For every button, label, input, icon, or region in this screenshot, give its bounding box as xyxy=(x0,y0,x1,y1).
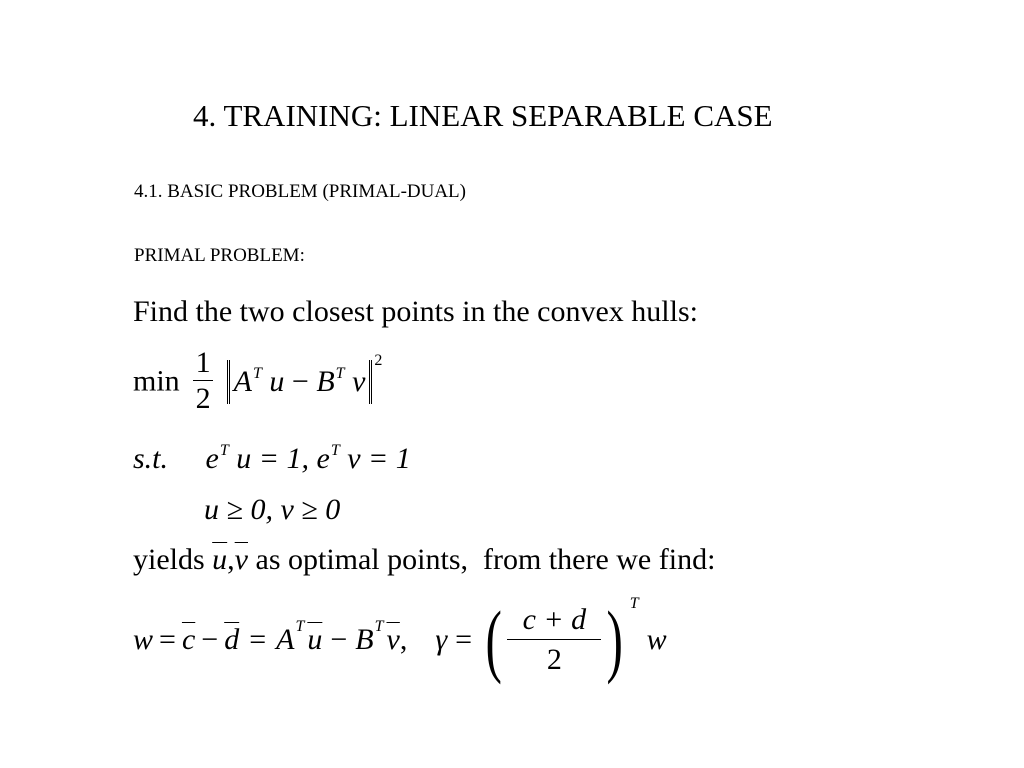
minus-sign: − xyxy=(330,623,348,656)
gamma-symbol: γ xyxy=(435,623,448,656)
intro-text: Find the two closest points in the convex hulls: xyxy=(133,295,698,328)
var-w: w xyxy=(133,623,154,656)
matrix-a: A xyxy=(233,364,252,398)
fraction-numerator: 1 xyxy=(195,346,211,379)
subsection-heading: 4.1. BASIC PROBLEM (PRIMAL-DUAL) xyxy=(134,181,466,202)
matrix-b: B xyxy=(355,623,374,656)
u-bar: $\overline{u}$ xyxy=(212,543,228,576)
minus-sign: − xyxy=(291,364,309,398)
power-two: 2 xyxy=(374,352,383,369)
constraint-nonneg: u ≥ 0, v ≥ 0 xyxy=(204,493,341,526)
fraction-bar xyxy=(507,639,601,640)
constraint-v-sum: v = 1 xyxy=(347,442,411,475)
matrix-b: B xyxy=(316,364,335,398)
v-bar: $\overline{v}$ xyxy=(234,543,248,576)
yields-sentence xyxy=(133,543,715,577)
comma: , xyxy=(399,623,408,656)
constraint-equality xyxy=(133,442,411,476)
left-paren: ( xyxy=(485,594,502,685)
var-w: w xyxy=(646,623,667,656)
u-bar: $\overline{u}$ xyxy=(307,623,323,656)
slide-title: 4. TRAINING: LINEAR SEPARABLE CASE xyxy=(193,98,773,133)
comma: , xyxy=(227,543,235,576)
var-u: u xyxy=(269,364,285,398)
v-bar: $\overline{v}$ xyxy=(386,623,400,656)
vector-e: e xyxy=(316,442,330,475)
equals: = xyxy=(249,623,267,656)
var-v: v xyxy=(352,364,366,398)
equals: = xyxy=(159,623,176,656)
primal-problem-label: PRIMAL PROBLEM: xyxy=(134,245,305,266)
constraint-u-sum: u = 1, xyxy=(236,442,309,475)
fraction-numerator: c + d xyxy=(522,602,587,636)
transpose-mark: T xyxy=(219,442,229,459)
fraction-denominator: 2 xyxy=(546,642,562,676)
half-fraction xyxy=(193,346,213,417)
vector-e: e xyxy=(205,442,219,475)
equals: = xyxy=(455,623,473,656)
d-bar: $\overline{d}$ xyxy=(224,623,240,656)
right-paren: ) xyxy=(606,594,624,685)
transpose-mark: T xyxy=(374,618,384,635)
matrix-a: A xyxy=(276,623,295,656)
fraction-denominator: 2 xyxy=(195,382,211,415)
transpose-mark: T xyxy=(295,618,305,635)
c-bar: $\overline{c}$ xyxy=(181,623,196,656)
norm-expression xyxy=(227,360,373,404)
centroid-fraction xyxy=(507,603,601,678)
result-formula xyxy=(133,595,667,685)
min-operator: min xyxy=(133,364,180,398)
transpose-mark: T xyxy=(330,442,340,459)
minus-sign: − xyxy=(201,623,219,656)
yields-word: yields xyxy=(133,543,205,576)
transpose-mark: T xyxy=(629,595,639,612)
such-that-label: s.t. xyxy=(133,442,169,475)
transpose-mark: T xyxy=(335,364,345,382)
yields-tail: as optimal points, from there we find: xyxy=(255,543,716,576)
transpose-mark: T xyxy=(253,364,262,382)
objective-formula xyxy=(133,346,382,426)
